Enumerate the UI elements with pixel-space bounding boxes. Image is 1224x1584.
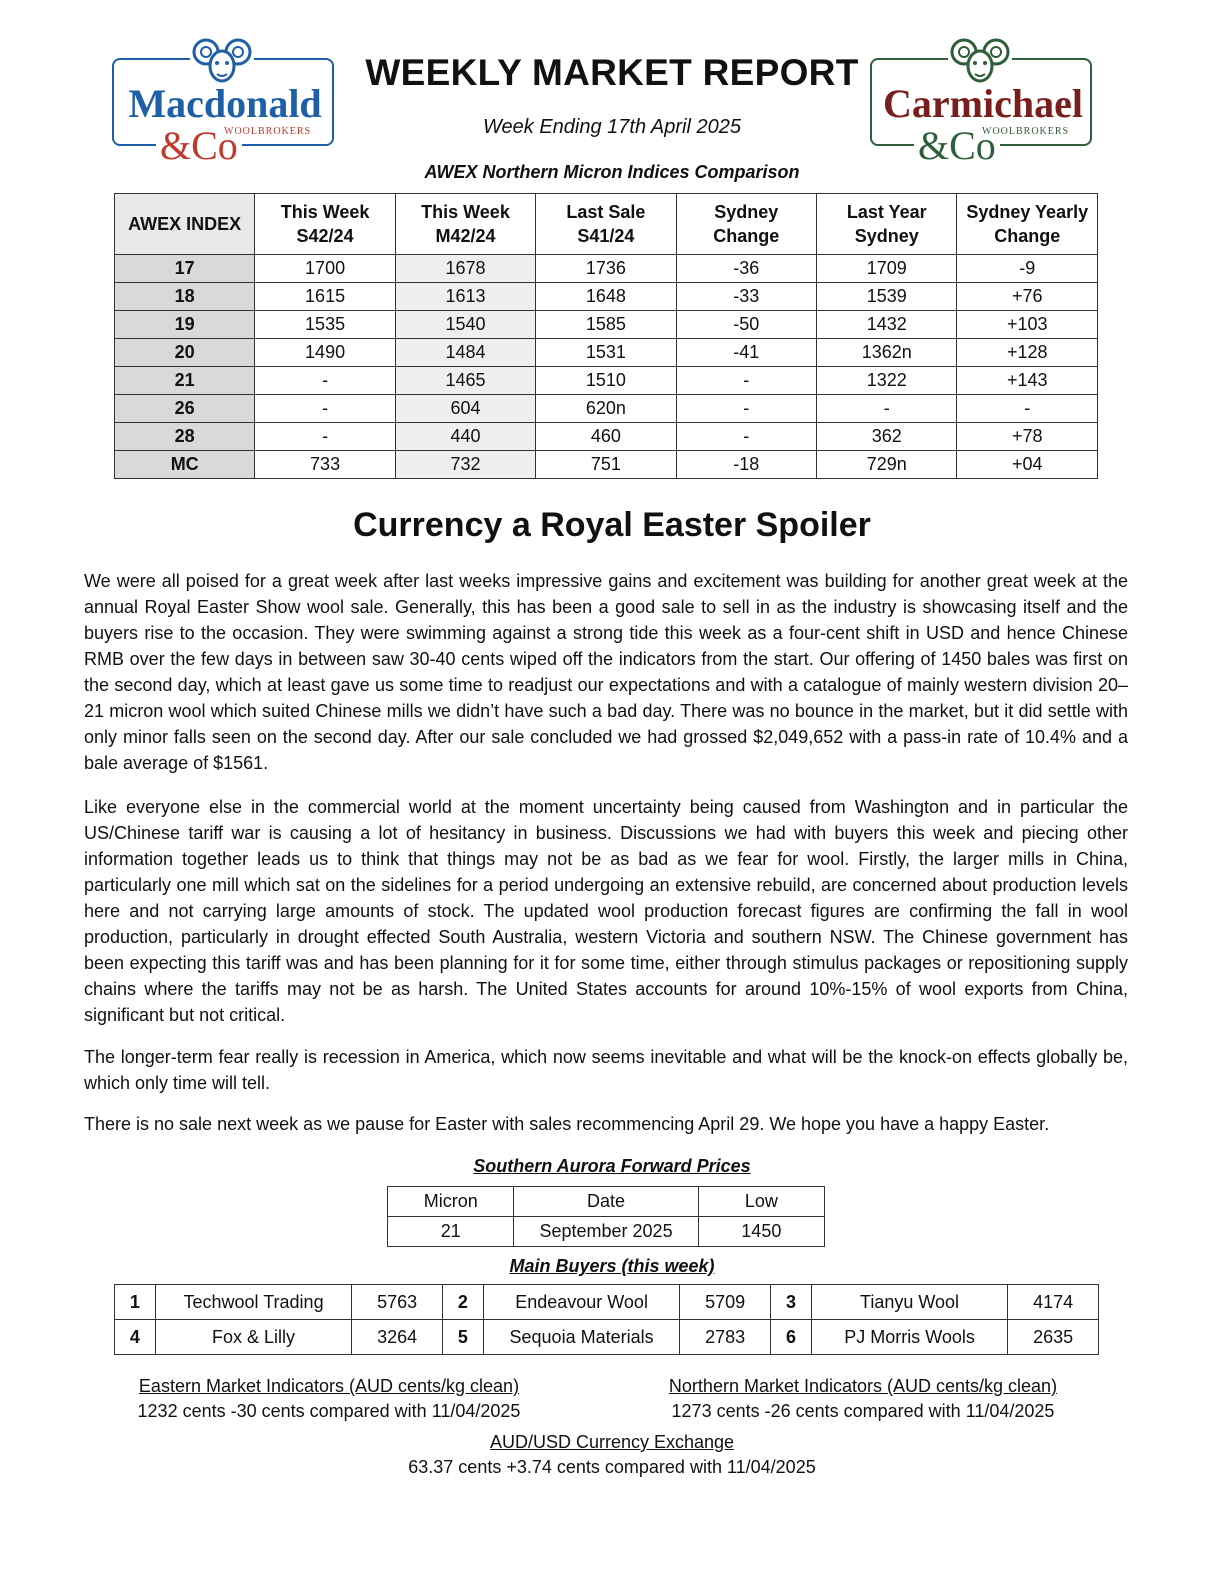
value-cell: +76 xyxy=(957,283,1098,311)
value-cell: 1736 xyxy=(536,255,676,283)
article-headline: Currency a Royal Easter Spoiler xyxy=(353,506,871,544)
table-row xyxy=(388,1217,825,1247)
value-cell: 1535 xyxy=(255,311,395,339)
value-cell: 1709 xyxy=(817,255,957,283)
index-cell: MC xyxy=(115,451,255,479)
buyer-bales: 4174 xyxy=(1008,1285,1099,1320)
table-row xyxy=(115,255,1098,283)
value-cell: +143 xyxy=(957,367,1098,395)
value-cell: 440 xyxy=(395,423,535,451)
buyer-rank: 1 xyxy=(115,1285,156,1320)
article-paragraph: We were all poised for a great week after last weeks impressive gains and excitement was building for another great week at the annual Royal Easter Show wool sale. Generally, this has been a good sale to sell in as the industry is showcasing itself and the buyers rise to the occasion. They were swimming against a strong tide this week as a four-cent shift in USD and hence Chinese RMB over the few days in between saw 30-40 cents wiped off the indicators from the start. Our offering of 1450 bales was first on the second day, which at least gave us some time to readjust our expectations and with a catalogue of mainly western division 20–21 micron wool which suited Chinese mills we didn’t have such a bad day. There was no bounce in the market, but it did settle with only minor falls seen on the second day. After our sale concluded we had grossed $2,049,652 with a pass-in rate of 10.4% and a bale average of $1561. xyxy=(84,571,1128,773)
logo-amp: &Co xyxy=(914,126,1000,166)
value-cell: -18 xyxy=(676,451,816,479)
column-header: Last Sale S41/24 xyxy=(536,194,676,255)
awex-indices-table xyxy=(114,193,1098,479)
index-cell: 17 xyxy=(115,255,255,283)
article-paragraph: The longer-term fear really is recession in America, which now seems inevitable and what will be the knock-on effects globally be, which only time will tell. xyxy=(84,1047,1128,1093)
column-header: Micron xyxy=(388,1187,514,1217)
buyer-name: Fox & Lilly xyxy=(155,1320,351,1355)
logo-name: Carmichael xyxy=(883,81,1083,126)
buyer-name: Tianyu Wool xyxy=(811,1285,1007,1320)
table-row xyxy=(115,395,1098,423)
table-header-row xyxy=(388,1187,825,1217)
logo-name: Macdonald xyxy=(128,81,322,126)
value-cell: 1490 xyxy=(255,339,395,367)
index-cell: 28 xyxy=(115,423,255,451)
table-row xyxy=(115,311,1098,339)
eastern-indicator-title: Eastern Market Indicators (AUD cents/kg clean) xyxy=(138,1376,520,1396)
northern-indicator xyxy=(648,1374,1078,1424)
northern-indicator-title: Northern Market Indicators (AUD cents/kg clean) xyxy=(668,1376,1058,1396)
buyer-rank: 5 xyxy=(443,1320,484,1355)
value-cell: 1322 xyxy=(817,367,957,395)
buyer-name: Techwool Trading xyxy=(155,1285,351,1320)
value-cell: 1539 xyxy=(817,283,957,311)
value-cell: 460 xyxy=(536,423,676,451)
table-row xyxy=(115,423,1098,451)
forward-prices-caption: Southern Aurora Forward Prices xyxy=(473,1156,751,1176)
buyer-name: Sequoia Materials xyxy=(483,1320,679,1355)
macdonald-logo xyxy=(112,30,338,168)
value-cell: 1678 xyxy=(395,255,535,283)
value-cell: -41 xyxy=(676,339,816,367)
value-cell: +78 xyxy=(957,423,1098,451)
column-header: Date xyxy=(514,1187,698,1217)
index-cell: 18 xyxy=(115,283,255,311)
buyer-name: PJ Morris Wools xyxy=(811,1320,1007,1355)
date-cell: September 2025 xyxy=(514,1217,698,1247)
value-cell: 1362n xyxy=(817,339,957,367)
logo-subtitle: WOOLBROKERS xyxy=(224,126,312,137)
value-cell: +128 xyxy=(957,339,1098,367)
value-cell: 733 xyxy=(255,451,395,479)
table-row xyxy=(115,367,1098,395)
value-cell: 732 xyxy=(395,451,535,479)
currency-indicator xyxy=(0,1430,1224,1480)
buyer-rank: 3 xyxy=(771,1285,812,1320)
value-cell: 1465 xyxy=(395,367,535,395)
column-header: Last Year Sydney xyxy=(817,194,957,255)
value-cell: +103 xyxy=(957,311,1098,339)
value-cell: 1540 xyxy=(395,311,535,339)
value-cell: -36 xyxy=(676,255,816,283)
index-cell: 20 xyxy=(115,339,255,367)
value-cell: 1484 xyxy=(395,339,535,367)
article-paragraph: There is no sale next week as we pause for Easter with sales recommencing April 29. We hope you have a happy Easter. xyxy=(84,1114,1050,1134)
value-cell: 362 xyxy=(817,423,957,451)
northern-indicator-value: 1273 cents -26 cents compared with 11/04/2025 xyxy=(671,1401,1055,1421)
value-cell: 1510 xyxy=(536,367,676,395)
value-cell: -9 xyxy=(957,255,1098,283)
logo-subtitle: WOOLBROKERS xyxy=(982,126,1070,137)
value-cell: 1613 xyxy=(395,283,535,311)
table-row xyxy=(115,1320,1099,1355)
value-cell: - xyxy=(676,367,816,395)
table-header-row xyxy=(115,194,1098,255)
value-cell: 604 xyxy=(395,395,535,423)
awex-table-caption: AWEX Northern Micron Indices Comparison xyxy=(424,162,800,182)
buyer-rank: 4 xyxy=(115,1320,156,1355)
column-header: This Week M42/24 xyxy=(395,194,535,255)
eastern-indicator-value: 1232 cents -30 cents compared with 11/04/2025 xyxy=(137,1401,521,1421)
buyer-bales: 2783 xyxy=(680,1320,771,1355)
report-title: WEEKLY MARKET REPORT xyxy=(365,52,859,93)
week-ending: Week Ending 17th April 2025 xyxy=(483,116,741,138)
column-header: AWEX INDEX xyxy=(115,194,255,255)
value-cell: 1585 xyxy=(536,311,676,339)
value-cell: 1648 xyxy=(536,283,676,311)
column-header: Low xyxy=(698,1187,824,1217)
buyer-bales: 2635 xyxy=(1008,1320,1099,1355)
index-cell: 26 xyxy=(115,395,255,423)
article-paragraph: Like everyone else in the commercial world at the moment uncertainty being caused from Washington and in particular the US/Chinese tariff war is causing a lot of hesitancy in business. Discussions we had with buyers this week and piecing other information together leads us to think that things may not be as bad as we fear for wool. Firstly, the larger mills in China, particularly one mill which sat on the sidelines for a period undergoing an extensive rebuild, are concerned about production levels here and not carrying large amounts of stock. The updated wool production forecast figures are confirming the fall in wool production, particularly in drought effected South Australia, western Victoria and southern NSW. The Chinese government has been expecting this tariff was and has been planning for it for some time, either through stimulus packages or repositioning supply chains where the tariffs may not be as harsh. The United States accounts for around 10%-15% of wool exports from China, significant but not critical. xyxy=(84,797,1128,1025)
value-cell: - xyxy=(676,395,816,423)
logo-amp: &Co xyxy=(156,126,242,166)
buyer-rank: 6 xyxy=(771,1320,812,1355)
value-cell: - xyxy=(255,423,395,451)
currency-indicator-title: AUD/USD Currency Exchange xyxy=(489,1432,735,1452)
value-cell: 620n xyxy=(536,395,676,423)
value-cell: 751 xyxy=(536,451,676,479)
buyer-bales: 5709 xyxy=(680,1285,771,1320)
eastern-indicator xyxy=(114,1374,544,1424)
buyer-bales: 3264 xyxy=(352,1320,443,1355)
value-cell: - xyxy=(957,395,1098,423)
low-cell: 1450 xyxy=(698,1217,824,1247)
value-cell: -33 xyxy=(676,283,816,311)
currency-indicator-value: 63.37 cents +3.74 cents compared with 11/04/2025 xyxy=(408,1457,816,1477)
buyer-rank: 2 xyxy=(443,1285,484,1320)
value-cell: 1615 xyxy=(255,283,395,311)
table-row xyxy=(115,451,1098,479)
table-row xyxy=(115,283,1098,311)
value-cell: 729n xyxy=(817,451,957,479)
value-cell: - xyxy=(817,395,957,423)
value-cell: 1432 xyxy=(817,311,957,339)
value-cell: - xyxy=(676,423,816,451)
buyer-name: Endeavour Wool xyxy=(483,1285,679,1320)
index-cell: 19 xyxy=(115,311,255,339)
value-cell: 1700 xyxy=(255,255,395,283)
value-cell: +04 xyxy=(957,451,1098,479)
value-cell: -50 xyxy=(676,311,816,339)
table-row xyxy=(115,339,1098,367)
value-cell: 1531 xyxy=(536,339,676,367)
buyer-bales: 5763 xyxy=(352,1285,443,1320)
carmichael-logo xyxy=(870,30,1096,168)
micron-cell: 21 xyxy=(388,1217,514,1247)
main-buyers-table xyxy=(114,1284,1099,1355)
index-cell: 21 xyxy=(115,367,255,395)
value-cell: - xyxy=(255,367,395,395)
column-header: Sydney Yearly Change xyxy=(957,194,1098,255)
column-header: This Week S42/24 xyxy=(255,194,395,255)
forward-prices-table xyxy=(387,1186,825,1247)
main-buyers-caption: Main Buyers (this week) xyxy=(509,1256,715,1276)
value-cell: - xyxy=(255,395,395,423)
table-row xyxy=(115,1285,1099,1320)
column-header: Sydney Change xyxy=(676,194,816,255)
